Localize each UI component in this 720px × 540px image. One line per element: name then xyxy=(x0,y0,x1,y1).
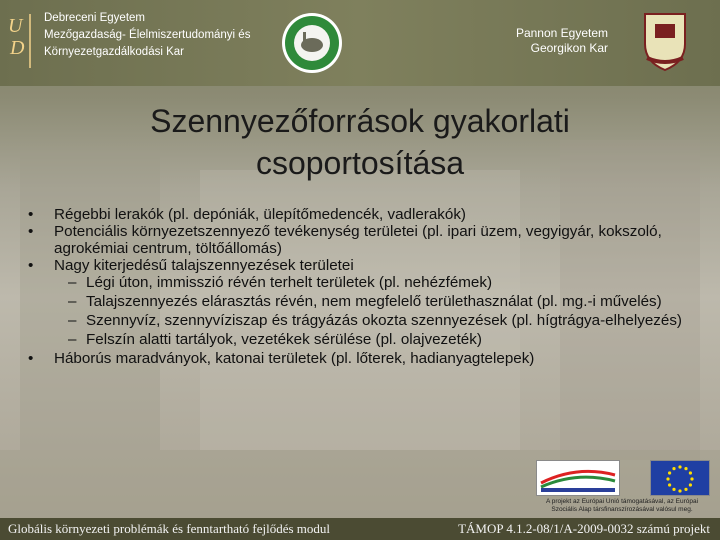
crest-icon xyxy=(641,10,689,72)
bullet-mark: • xyxy=(28,257,34,274)
dash-mark: – xyxy=(68,331,77,348)
right-institution-line: Georgikon Kar xyxy=(530,41,608,55)
list-item-text: Felszín alatti tartályok, vezetékek sérülése (pl. olajvezeték) xyxy=(86,331,482,348)
slide-title xyxy=(60,100,660,184)
list-item-text: Talajszennyezés elárasztás révén, nem megfelelő területhasználat (pl. mg.-i művelés) xyxy=(86,293,662,310)
seal-icon xyxy=(281,12,343,74)
dash-mark: – xyxy=(68,293,77,310)
footer-project-id: TÁMOP 4.1.2-08/1/A-2009-0032 számú projekt xyxy=(458,521,710,536)
right-institution-name xyxy=(516,26,608,56)
bullet-mark: • xyxy=(28,350,34,367)
eu-flag-icon xyxy=(650,460,710,496)
list-item-text: Szennyvíz, szennyvíziszap és trágyázás okozta szennyezések (pl. hígtrágya-elhelyezés) xyxy=(86,312,682,329)
footer-bar xyxy=(0,518,720,540)
list-item xyxy=(24,206,704,223)
list-item-text: Háborús maradványok, katonai területek (pl. lőterek, hadianyagtelepek) xyxy=(54,350,535,367)
svg-text:U: U xyxy=(8,15,23,37)
funding-note: A projekt az Európai Unió támogatásával, az Európai Szociális Alap társfinanszírozásával valósul meg. xyxy=(545,498,699,513)
funding-logos xyxy=(534,460,710,518)
university-logo-icon xyxy=(6,10,38,72)
bullet-list xyxy=(24,206,704,367)
title-line: csoportosítása xyxy=(255,145,465,181)
sub-list-item xyxy=(24,312,704,329)
sub-list-item xyxy=(24,331,704,348)
dash-mark: – xyxy=(68,274,77,291)
right-institution-line: Pannon Egyetem xyxy=(515,26,608,40)
sub-list-item xyxy=(24,274,704,291)
left-institution-name xyxy=(44,10,250,61)
sub-list-item xyxy=(24,293,704,310)
list-item xyxy=(24,223,704,257)
header-band xyxy=(0,0,720,86)
left-institution-line: Környezetgazdálkodási Kar xyxy=(44,46,184,58)
footer-module-title: Globális környezeti problémák és fenntartható fejlődés modul xyxy=(8,521,331,536)
bullet-mark: • xyxy=(28,206,34,223)
list-item-text: Régebbi lerakók (pl. depóniák, ülepítőmedencék, vadlerakók) xyxy=(54,206,466,223)
list-item xyxy=(24,350,704,367)
uj-magyarorszag-logo-icon xyxy=(536,460,620,496)
left-institution-line: Mezőgazdaság- Élelmiszertudományi és xyxy=(44,29,251,41)
list-item-text: Nagy kiterjedésű talajszennyezések területei xyxy=(54,257,354,274)
list-item xyxy=(24,257,704,274)
left-institution-line: Debreceni Egyetem xyxy=(44,12,145,24)
title-line: Szennyezőforrások gyakorlati xyxy=(150,103,570,139)
bullet-mark: • xyxy=(28,223,34,240)
list-item-text: Potenciális környezetszennyező tevékenység területei (pl. ipari üzem, vegyigyár, kokszoló, agrokémiai centrum, töltőállomás) xyxy=(54,223,662,257)
dash-mark: – xyxy=(68,312,77,329)
svg-text:D: D xyxy=(10,37,25,59)
list-item-text: Légi úton, immisszió révén terhelt területek (pl. nehézfémek) xyxy=(86,274,493,291)
